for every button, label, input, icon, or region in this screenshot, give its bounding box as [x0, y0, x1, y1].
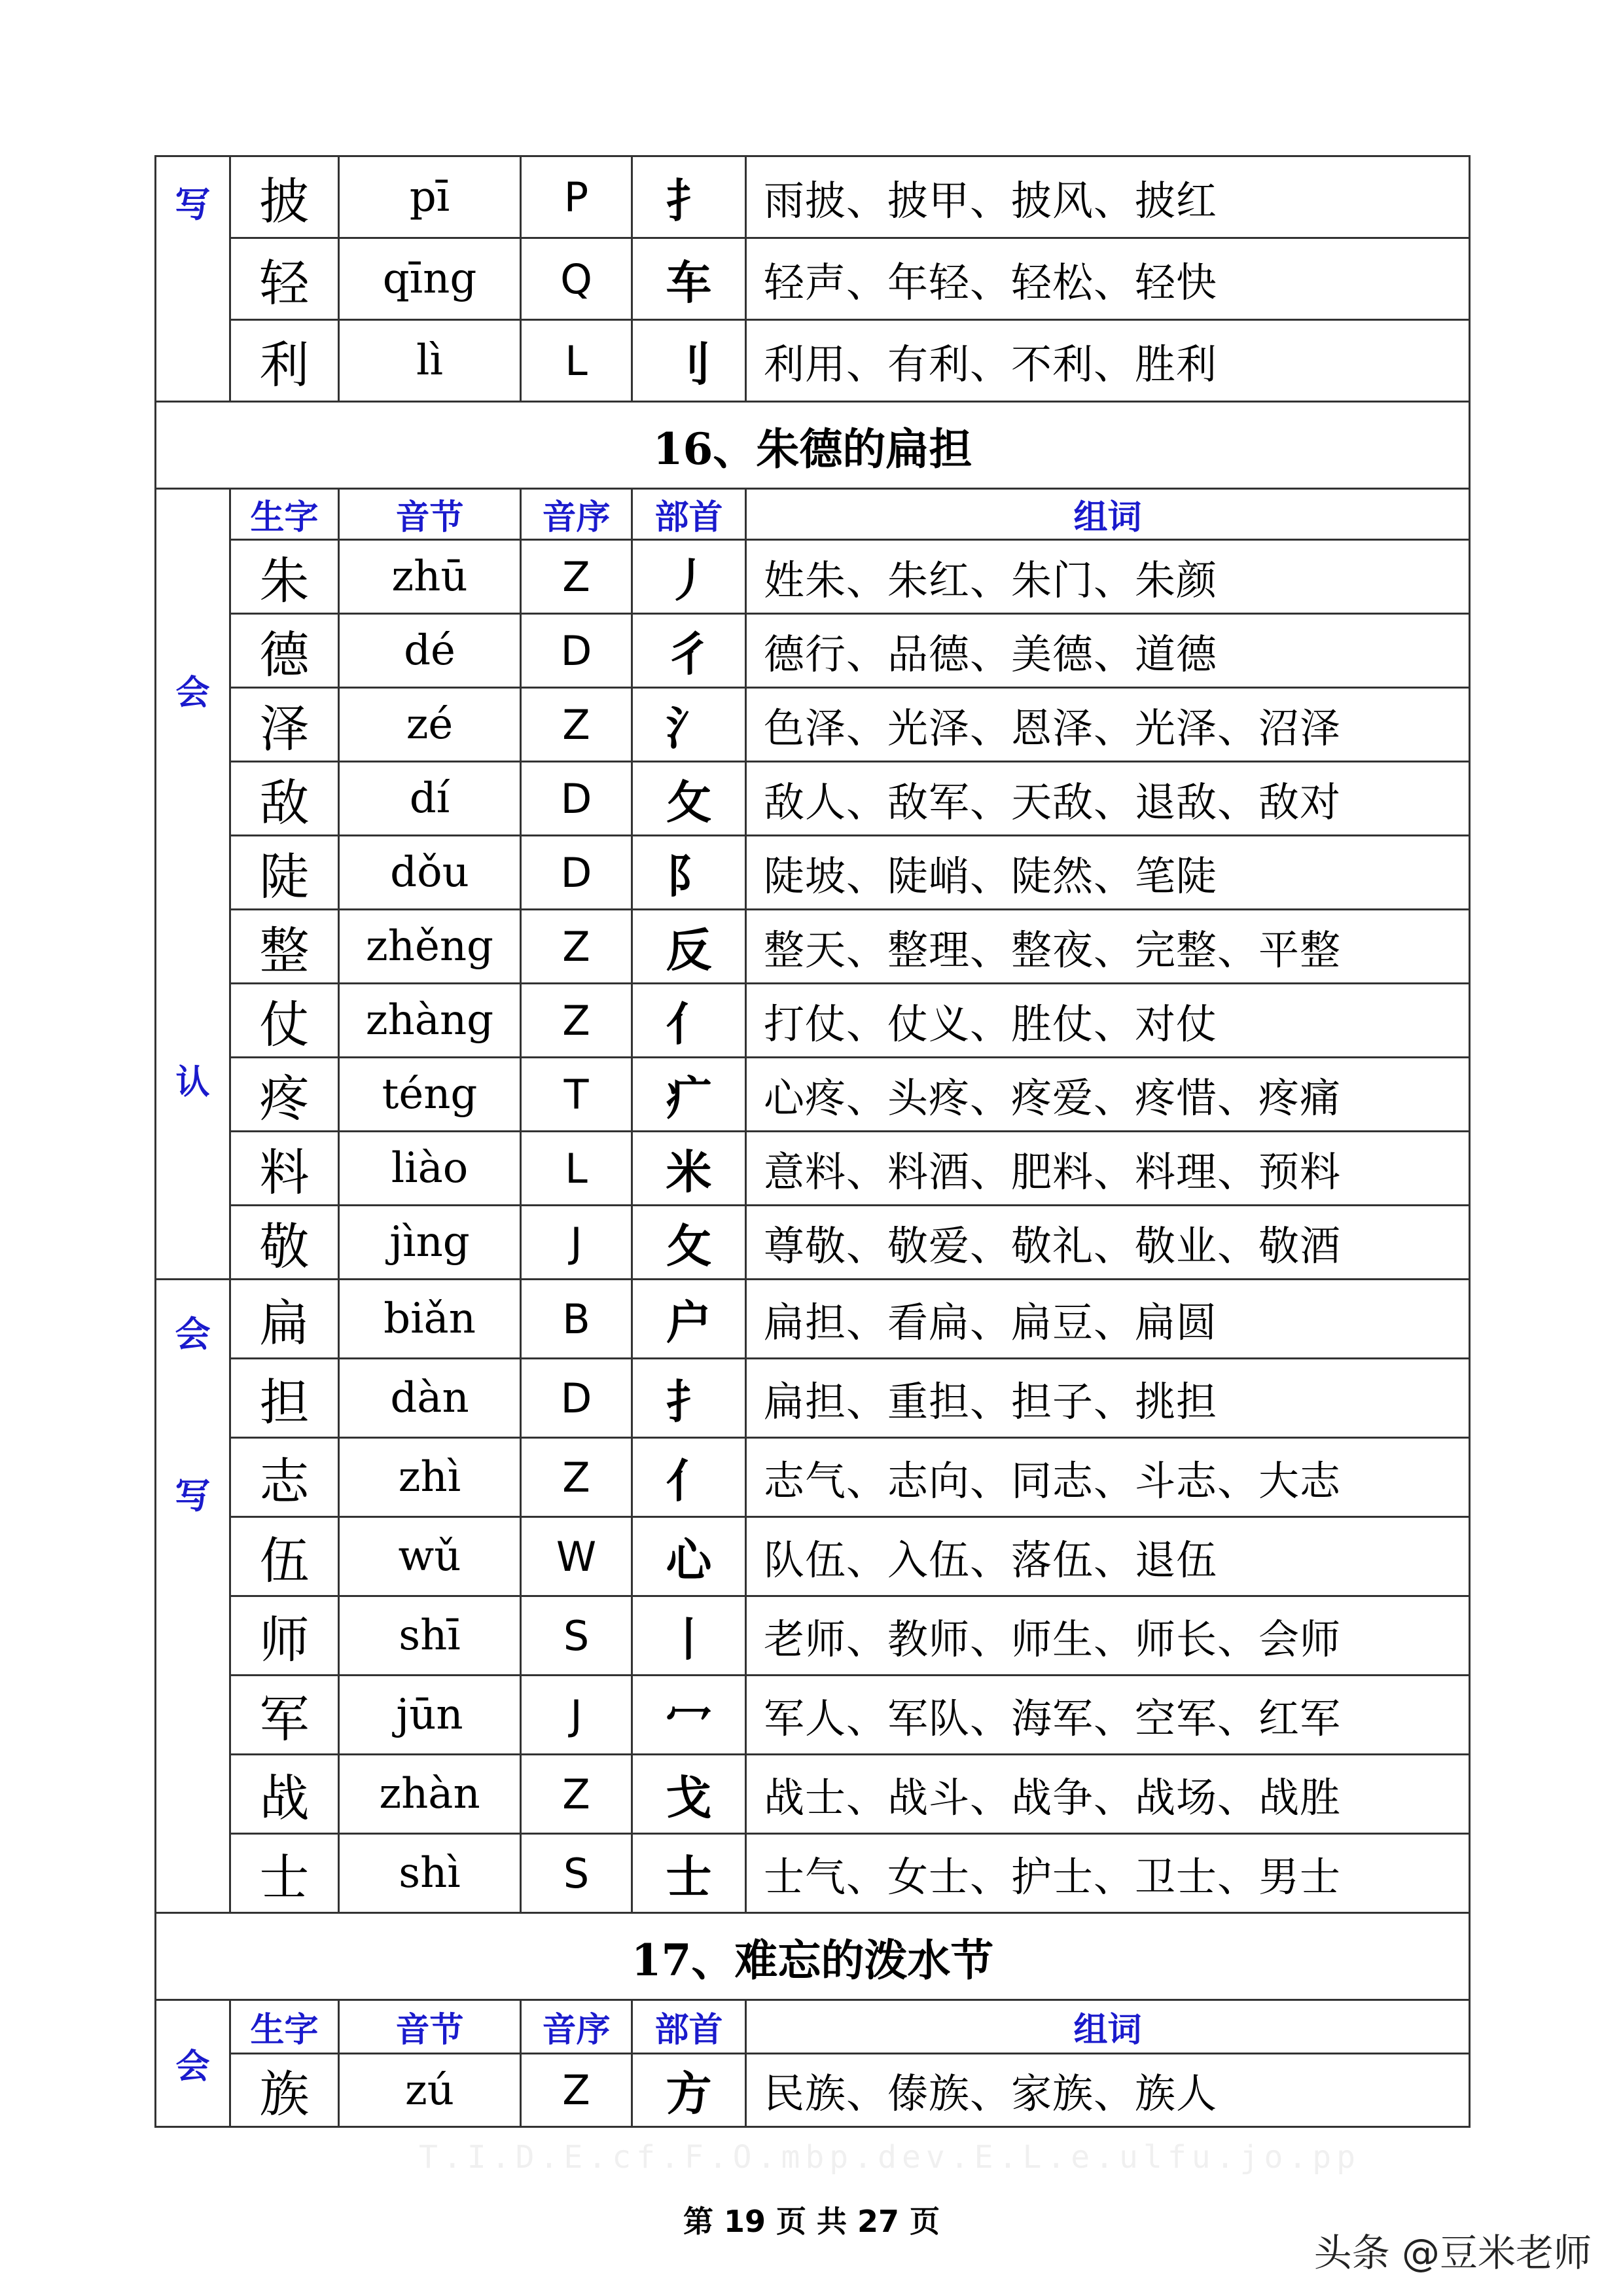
table-row [156, 238, 1470, 320]
char-cell: 陡 [230, 836, 339, 910]
radical-cell: 冖 [632, 1676, 746, 1755]
lesson-title-row [156, 1913, 1470, 2000]
radical-cell: 车 [632, 238, 746, 320]
group-label-bottom: 认 [175, 1062, 210, 1102]
char-cell: 扁 [230, 1280, 339, 1359]
table-row [156, 1206, 1470, 1280]
pinyin-cell: zhàn [339, 1755, 521, 1834]
group-label-recognize [156, 489, 230, 1280]
radical-cell: 户 [632, 1280, 746, 1359]
radical-cell: 士 [632, 1834, 746, 1913]
lesson-17-title: 17、难忘的泼水节 [156, 1913, 1470, 2000]
words-cell: 意料、料酒、肥料、料理、预料 [746, 1132, 1470, 1206]
index-cell: Z [521, 688, 632, 762]
index-cell: Z [521, 910, 632, 984]
pinyin-cell: zhàng [339, 984, 521, 1058]
watermark: T.I.D.E.cf.F.O.mbp.dev.E.L.e.ulfu.jo.pp [419, 2139, 1361, 2176]
char-cell: 士 [230, 1834, 339, 1913]
header-radical: 部首 [632, 489, 746, 540]
table-row [156, 614, 1470, 688]
char-cell: 战 [230, 1755, 339, 1834]
table-row [156, 1359, 1470, 1438]
words-cell: 队伍、入伍、落伍、退伍 [746, 1517, 1470, 1596]
pinyin-cell: dé [339, 614, 521, 688]
char-cell: 轻 [230, 238, 339, 320]
group-label-write [156, 1280, 230, 1913]
words-cell: 志气、志向、同志、斗志、大志 [746, 1438, 1470, 1517]
table-row [156, 688, 1470, 762]
index-cell: Q [521, 238, 632, 320]
char-cell: 敬 [230, 1206, 339, 1280]
pinyin-cell: lì [339, 320, 521, 402]
group-label-recognize: 会 [156, 2000, 230, 2127]
words-cell: 陡坡、陡峭、陡然、笔陡 [746, 836, 1470, 910]
pinyin-cell: pī [339, 156, 521, 238]
lesson-16-title: 16、朱德的扁担 [156, 402, 1470, 489]
table-row [156, 320, 1470, 402]
header-char: 生字 [230, 2000, 339, 2054]
index-cell: Z [521, 1438, 632, 1517]
table-row [156, 1596, 1470, 1676]
index-cell: S [521, 1596, 632, 1676]
radical-cell: 戈 [632, 1755, 746, 1834]
page-number: 第 19 页 共 27 页 [683, 2204, 940, 2239]
group-label-write: 写 [156, 156, 230, 402]
pinyin-cell: dǒu [339, 836, 521, 910]
words-cell: 轻声、年轻、轻松、轻快 [746, 238, 1470, 320]
words-cell: 扁担、看扁、扁豆、扁圆 [746, 1280, 1470, 1359]
radical-cell: 米 [632, 1132, 746, 1206]
radical-cell: 攵 [632, 1206, 746, 1280]
words-cell: 整天、整理、整夜、完整、平整 [746, 910, 1470, 984]
words-cell: 打仗、仗义、胜仗、对仗 [746, 984, 1470, 1058]
pinyin-cell: jìng [339, 1206, 521, 1280]
header-char: 生字 [230, 489, 339, 540]
index-cell: D [521, 1359, 632, 1438]
words-cell: 心疼、头疼、疼爱、疼惜、疼痛 [746, 1058, 1470, 1132]
index-cell: D [521, 836, 632, 910]
table-row [156, 2054, 1470, 2127]
pinyin-cell: biǎn [339, 1280, 521, 1359]
table-row [156, 540, 1470, 614]
index-cell: D [521, 614, 632, 688]
pinyin-cell: zhěng [339, 910, 521, 984]
char-cell: 利 [230, 320, 339, 402]
table-row [156, 1438, 1470, 1517]
index-cell: Z [521, 540, 632, 614]
char-cell: 伍 [230, 1517, 339, 1596]
radical-cell: 刂 [632, 320, 746, 402]
words-cell: 德行、品德、美德、道德 [746, 614, 1470, 688]
index-cell: Z [521, 2054, 632, 2127]
table-row [156, 1058, 1470, 1132]
pinyin-cell: shī [339, 1596, 521, 1676]
char-cell: 敌 [230, 762, 339, 836]
words-cell: 雨披、披甲、披风、披红 [746, 156, 1470, 238]
radical-cell: 扌 [632, 156, 746, 238]
header-words: 组词 [746, 489, 1470, 540]
index-cell: W [521, 1517, 632, 1596]
words-cell: 民族、傣族、家族、族人 [746, 2054, 1470, 2127]
radical-cell: 彳 [632, 614, 746, 688]
radical-cell: 丨 [632, 1596, 746, 1676]
table-row [156, 1755, 1470, 1834]
header-words: 组词 [746, 2000, 1470, 2054]
header-index: 音序 [521, 489, 632, 540]
char-cell: 担 [230, 1359, 339, 1438]
char-cell: 整 [230, 910, 339, 984]
words-cell: 扁担、重担、担子、挑担 [746, 1359, 1470, 1438]
index-cell: P [521, 156, 632, 238]
index-cell: D [521, 762, 632, 836]
words-cell: 利用、有利、不利、胜利 [746, 320, 1470, 402]
table-row [156, 1676, 1470, 1755]
table-row [156, 1517, 1470, 1596]
pinyin-cell: zú [339, 2054, 521, 2127]
radical-cell: 亻 [632, 1438, 746, 1517]
table-row [156, 910, 1470, 984]
char-cell: 师 [230, 1596, 339, 1676]
radical-cell: 阝 [632, 836, 746, 910]
char-cell: 泽 [230, 688, 339, 762]
pinyin-cell: shì [339, 1834, 521, 1913]
words-cell: 姓朱、朱红、朱门、朱颜 [746, 540, 1470, 614]
index-cell: S [521, 1834, 632, 1913]
index-cell: Z [521, 1755, 632, 1834]
table-row [156, 1834, 1470, 1913]
index-cell: L [521, 320, 632, 402]
char-cell: 志 [230, 1438, 339, 1517]
words-cell: 敌人、敌军、天敌、退敌、敌对 [746, 762, 1470, 836]
pinyin-cell: dí [339, 762, 521, 836]
pinyin-cell: dàn [339, 1359, 521, 1438]
pinyin-cell: zé [339, 688, 521, 762]
radical-cell: 疒 [632, 1058, 746, 1132]
pinyin-cell: qīng [339, 238, 521, 320]
index-cell: L [521, 1132, 632, 1206]
char-cell: 料 [230, 1132, 339, 1206]
header-radical: 部首 [632, 2000, 746, 2054]
index-cell: Z [521, 984, 632, 1058]
char-cell: 族 [230, 2054, 339, 2127]
lesson-title-row [156, 402, 1470, 489]
table-row [156, 1280, 1470, 1359]
pinyin-cell: zhì [339, 1438, 521, 1517]
pinyin-cell: zhū [339, 540, 521, 614]
vocabulary-table [154, 155, 1471, 2128]
table-row [156, 156, 1470, 238]
char-cell: 披 [230, 156, 339, 238]
radical-cell: 反 [632, 910, 746, 984]
char-cell: 疼 [230, 1058, 339, 1132]
radical-cell: 亻 [632, 984, 746, 1058]
radical-cell: 心 [632, 1517, 746, 1596]
group-label-top: 会 [175, 1314, 211, 1355]
char-cell: 朱 [230, 540, 339, 614]
group-label-bottom: 写 [175, 1475, 211, 1516]
table-row [156, 762, 1470, 836]
index-cell: T [521, 1058, 632, 1132]
table-row [156, 984, 1470, 1058]
header-pinyin: 音节 [339, 2000, 521, 2054]
words-cell: 老师、教师、师生、师长、会师 [746, 1596, 1470, 1676]
table-row [156, 1132, 1470, 1206]
words-cell: 战士、战斗、战争、战场、战胜 [746, 1755, 1470, 1834]
words-cell: 士气、女士、护士、卫士、男士 [746, 1834, 1470, 1913]
pinyin-cell: wǔ [339, 1517, 521, 1596]
words-cell: 色泽、光泽、恩泽、光泽、沼泽 [746, 688, 1470, 762]
brand-watermark: 头条 @豆米老师 [1313, 2231, 1592, 2275]
char-cell: 德 [230, 614, 339, 688]
radical-cell: 攵 [632, 762, 746, 836]
header-row [156, 489, 1470, 540]
words-cell: 军人、军队、海军、空军、红军 [746, 1676, 1470, 1755]
char-cell: 仗 [230, 984, 339, 1058]
index-cell: J [521, 1676, 632, 1755]
radical-cell: 丿 [632, 540, 746, 614]
index-cell: J [521, 1206, 632, 1280]
header-index: 音序 [521, 2000, 632, 2054]
pinyin-cell: liào [339, 1132, 521, 1206]
pinyin-cell: jūn [339, 1676, 521, 1755]
radical-cell: 方 [632, 2054, 746, 2127]
words-cell: 尊敬、敬爱、敬礼、敬业、敬酒 [746, 1206, 1470, 1280]
radical-cell: 氵 [632, 688, 746, 762]
header-pinyin: 音节 [339, 489, 521, 540]
radical-cell: 扌 [632, 1359, 746, 1438]
char-cell: 军 [230, 1676, 339, 1755]
index-cell: B [521, 1280, 632, 1359]
table-row [156, 836, 1470, 910]
pinyin-cell: téng [339, 1058, 521, 1132]
group-label-top: 会 [175, 673, 210, 713]
header-row [156, 2000, 1470, 2054]
